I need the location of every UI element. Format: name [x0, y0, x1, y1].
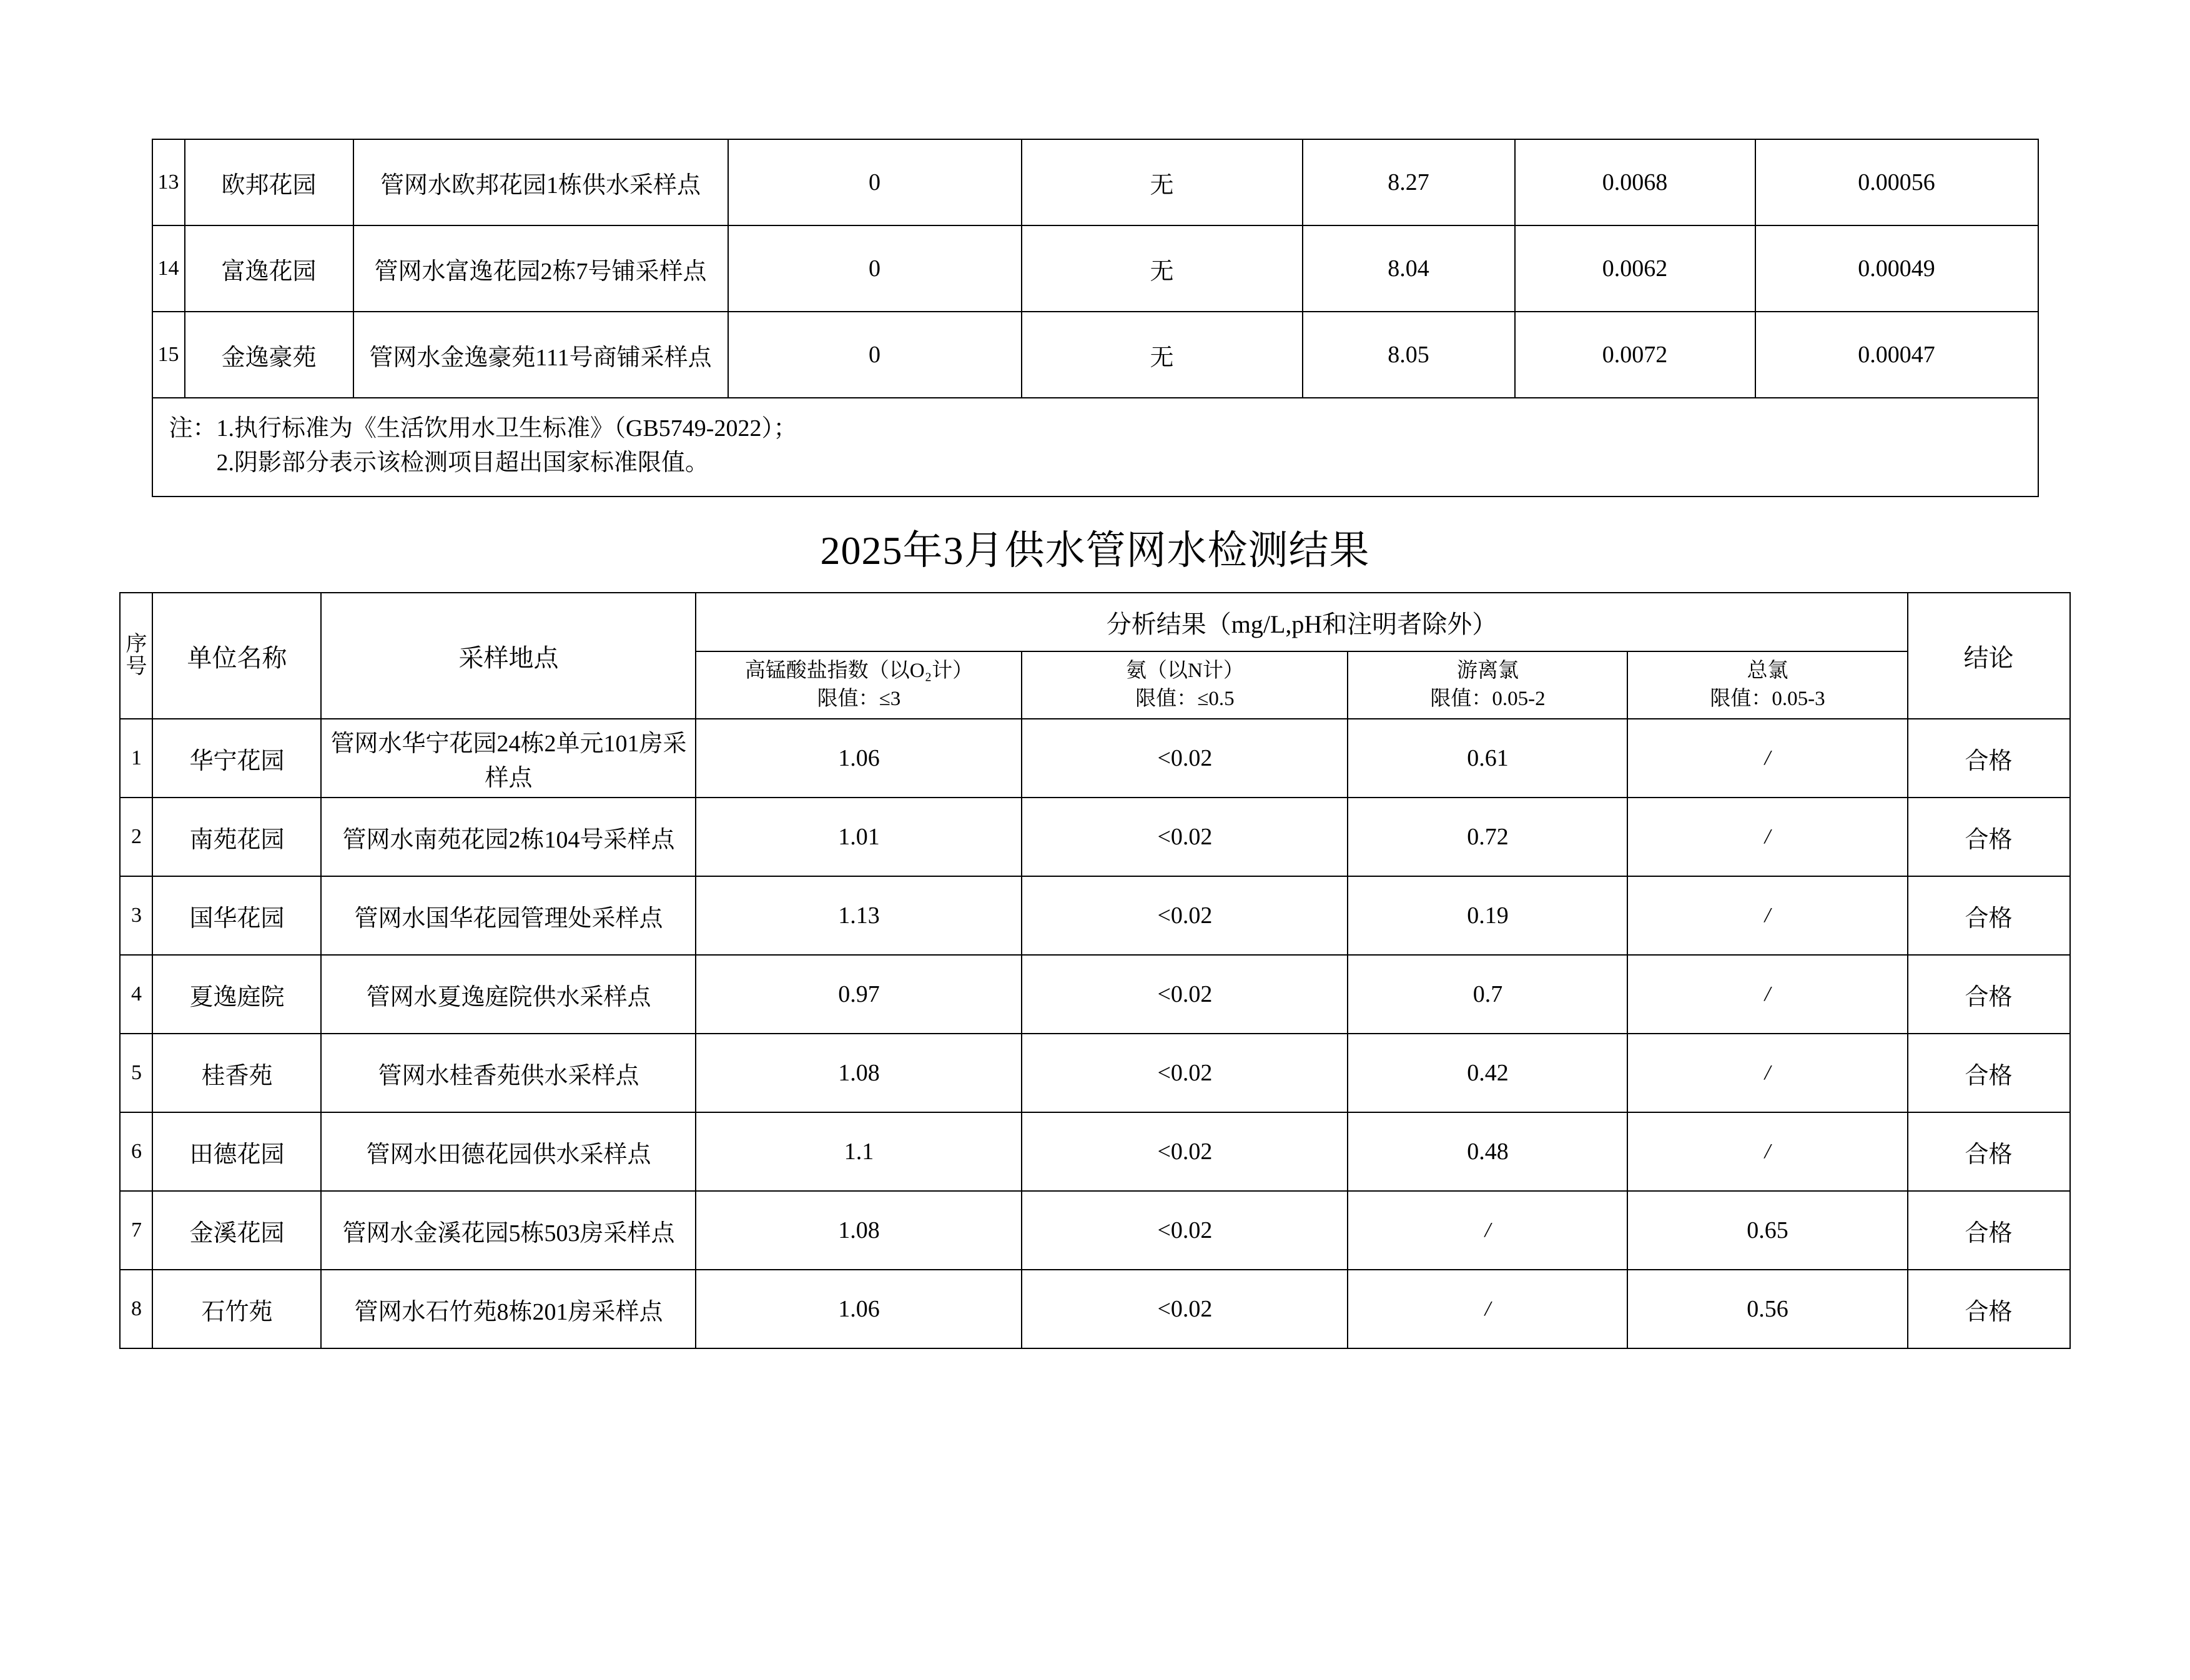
header-index: 序 号 [120, 593, 152, 719]
row-unit-name: 金溪花园 [152, 1191, 321, 1270]
row-sample-site: 管网水桂香苑供水采样点 [321, 1034, 696, 1112]
row-value-3: 8.04 [1303, 225, 1515, 312]
row-param-1: 1.08 [696, 1191, 1022, 1270]
table-header [120, 593, 2069, 719]
header-param-1-name: 高锰酸盐指数（以O₂计） [744, 660, 974, 683]
row-conclusion: 合格 [1908, 1270, 2070, 1348]
header-sample-site: 采样地点 [321, 593, 696, 719]
row-unit-name: 南苑花园 [152, 798, 321, 876]
row-param-4: / [1627, 876, 1907, 955]
row-index: 3 [120, 876, 152, 955]
row-value-5: 0.00047 [1755, 312, 2038, 398]
row-index: 7 [120, 1191, 152, 1270]
row-index: 8 [120, 1270, 152, 1348]
header-param-1 [696, 651, 1022, 719]
row-sample-site: 管网水田德花园供水采样点 [321, 1112, 696, 1191]
row-param-3: 0.7 [1348, 955, 1627, 1034]
row-value-5: 0.00049 [1755, 225, 2038, 312]
row-sample-site: 管网水夏逸庭院供水采样点 [321, 955, 696, 1034]
note-line-1: 注：1.执行标准为《生活饮用水卫生标准》（GB5749-2022）； [169, 415, 797, 442]
table-row [120, 798, 2069, 876]
row-param-4: / [1627, 1034, 1907, 1112]
row-unit-name: 石竹苑 [152, 1270, 321, 1348]
row-conclusion: 合格 [1908, 1112, 2070, 1191]
header-param-2 [1022, 651, 1348, 719]
header-param-4-limit: 限值：0.05-3 [1710, 688, 1825, 710]
row-sample-site: 管网水金溪花园5栋503房采样点 [321, 1191, 696, 1270]
row-param-3: / [1348, 1191, 1627, 1270]
row-param-3: 0.48 [1348, 1112, 1627, 1191]
row-param-4: 0.56 [1627, 1270, 1907, 1348]
table-note-row [152, 398, 2038, 497]
row-index: 6 [120, 1112, 152, 1191]
table-row [120, 719, 2069, 798]
row-param-2: <0.02 [1022, 1034, 1348, 1112]
row-conclusion: 合格 [1908, 798, 2070, 876]
row-param-3: / [1348, 1270, 1627, 1348]
row-index: 2 [120, 798, 152, 876]
row-index: 1 [120, 719, 152, 798]
row-sample-site: 管网水富逸花园2栋7号铺采样点 [353, 225, 728, 312]
row-index: 15 [152, 312, 185, 398]
row-param-3: 0.42 [1348, 1034, 1627, 1112]
row-param-1: 1.13 [696, 876, 1022, 955]
row-value-4: 0.0072 [1515, 312, 1755, 398]
row-sample-site: 管网水南苑花园2栋104号采样点 [321, 798, 696, 876]
row-value-3: 8.05 [1303, 312, 1515, 398]
row-param-3: 0.61 [1348, 719, 1627, 798]
row-param-2: <0.02 [1022, 876, 1348, 955]
row-sample-site: 管网水国华花园管理处采样点 [321, 876, 696, 955]
row-unit-name: 华宁花园 [152, 719, 321, 798]
table-row [120, 1034, 2069, 1112]
row-unit-name: 桂香苑 [152, 1034, 321, 1112]
row-index: 13 [152, 139, 185, 225]
row-unit-name: 欧邦花园 [185, 139, 353, 225]
table-row [120, 955, 2069, 1034]
row-param-1: 0.97 [696, 955, 1022, 1034]
row-value-3: 8.27 [1303, 139, 1515, 225]
row-param-2: <0.02 [1022, 1191, 1348, 1270]
header-param-2-limit: 限值：≤0.5 [1135, 688, 1235, 710]
row-index: 5 [120, 1034, 152, 1112]
row-param-3: 0.19 [1348, 876, 1627, 955]
row-conclusion: 合格 [1908, 1034, 2070, 1112]
row-index: 14 [152, 225, 185, 312]
row-value-1: 0 [728, 139, 1022, 225]
row-param-1: 1.01 [696, 798, 1022, 876]
table-row [120, 1270, 2069, 1348]
row-param-1: 1.06 [696, 719, 1022, 798]
row-param-2: <0.02 [1022, 1270, 1348, 1348]
row-param-1: 1.1 [696, 1112, 1022, 1191]
previous-results-body [152, 139, 2038, 497]
document-page [0, 139, 2190, 1680]
row-unit-name: 国华花园 [152, 876, 321, 955]
row-value-4: 0.0062 [1515, 225, 1755, 312]
header-param-4-name: 总氯 [1747, 660, 1788, 683]
current-results-table [119, 592, 2070, 1349]
row-param-2: <0.02 [1022, 798, 1348, 876]
header-analysis-group: 分析结果（mg/L,pH和注明者除外） [696, 593, 1907, 651]
row-sample-site: 管网水金逸豪苑111号商铺采样点 [353, 312, 728, 398]
row-value-2: 无 [1022, 312, 1303, 398]
row-sample-site: 管网水欧邦花园1栋供水采样点 [353, 139, 728, 225]
table-note [152, 398, 2038, 497]
row-unit-name: 金逸豪苑 [185, 312, 353, 398]
row-param-1: 1.08 [696, 1034, 1022, 1112]
row-unit-name: 富逸花园 [185, 225, 353, 312]
table-row [120, 1112, 2069, 1191]
table-row [120, 1191, 2069, 1270]
row-index: 4 [120, 955, 152, 1034]
row-value-2: 无 [1022, 225, 1303, 312]
row-param-4: 0.65 [1627, 1191, 1907, 1270]
row-param-2: <0.02 [1022, 1112, 1348, 1191]
previous-results-table [152, 139, 2039, 497]
row-conclusion: 合格 [1908, 1191, 2070, 1270]
row-sample-site: 管网水华宁花园24栋2单元101房采样点 [321, 719, 696, 798]
header-param-3-limit: 限值：0.05-2 [1430, 688, 1546, 710]
header-conclusion: 结论 [1908, 593, 2070, 719]
row-param-2: <0.02 [1022, 955, 1348, 1034]
header-unit-name: 单位名称 [152, 593, 321, 719]
row-param-3: 0.72 [1348, 798, 1627, 876]
table-row [152, 312, 2038, 398]
header-param-1-limit: 限值：≤3 [817, 688, 901, 710]
row-sample-site: 管网水石竹苑8栋201房采样点 [321, 1270, 696, 1348]
row-param-1: 1.06 [696, 1270, 1022, 1348]
row-unit-name: 夏逸庭院 [152, 955, 321, 1034]
header-param-4 [1627, 651, 1907, 719]
current-results-body [120, 719, 2069, 1348]
note-line-2: 2.阴影部分表示该检测项目超出国家标准限值。 [169, 450, 709, 476]
table-row [152, 225, 2038, 312]
header-param-2-name: 氨（以N计） [1126, 660, 1244, 683]
row-param-4: / [1627, 1112, 1907, 1191]
table-row [152, 139, 2038, 225]
row-conclusion: 合格 [1908, 955, 2070, 1034]
table-row [120, 876, 2069, 955]
row-conclusion: 合格 [1908, 876, 2070, 955]
row-value-1: 0 [728, 225, 1022, 312]
row-value-2: 无 [1022, 139, 1303, 225]
page-title: 2025年3月供水管网水检测结果 [820, 528, 1370, 573]
header-param-3 [1348, 651, 1627, 719]
row-param-2: <0.02 [1022, 719, 1348, 798]
row-param-4: / [1627, 719, 1907, 798]
header-param-3-name: 游离氯 [1456, 660, 1519, 683]
row-conclusion: 合格 [1908, 719, 2070, 798]
row-param-4: / [1627, 955, 1907, 1034]
row-value-4: 0.0068 [1515, 139, 1755, 225]
row-unit-name: 田德花园 [152, 1112, 321, 1191]
row-value-1: 0 [728, 312, 1022, 398]
row-param-4: / [1627, 798, 1907, 876]
header-row-1 [120, 593, 2069, 651]
row-value-5: 0.00056 [1755, 139, 2038, 225]
